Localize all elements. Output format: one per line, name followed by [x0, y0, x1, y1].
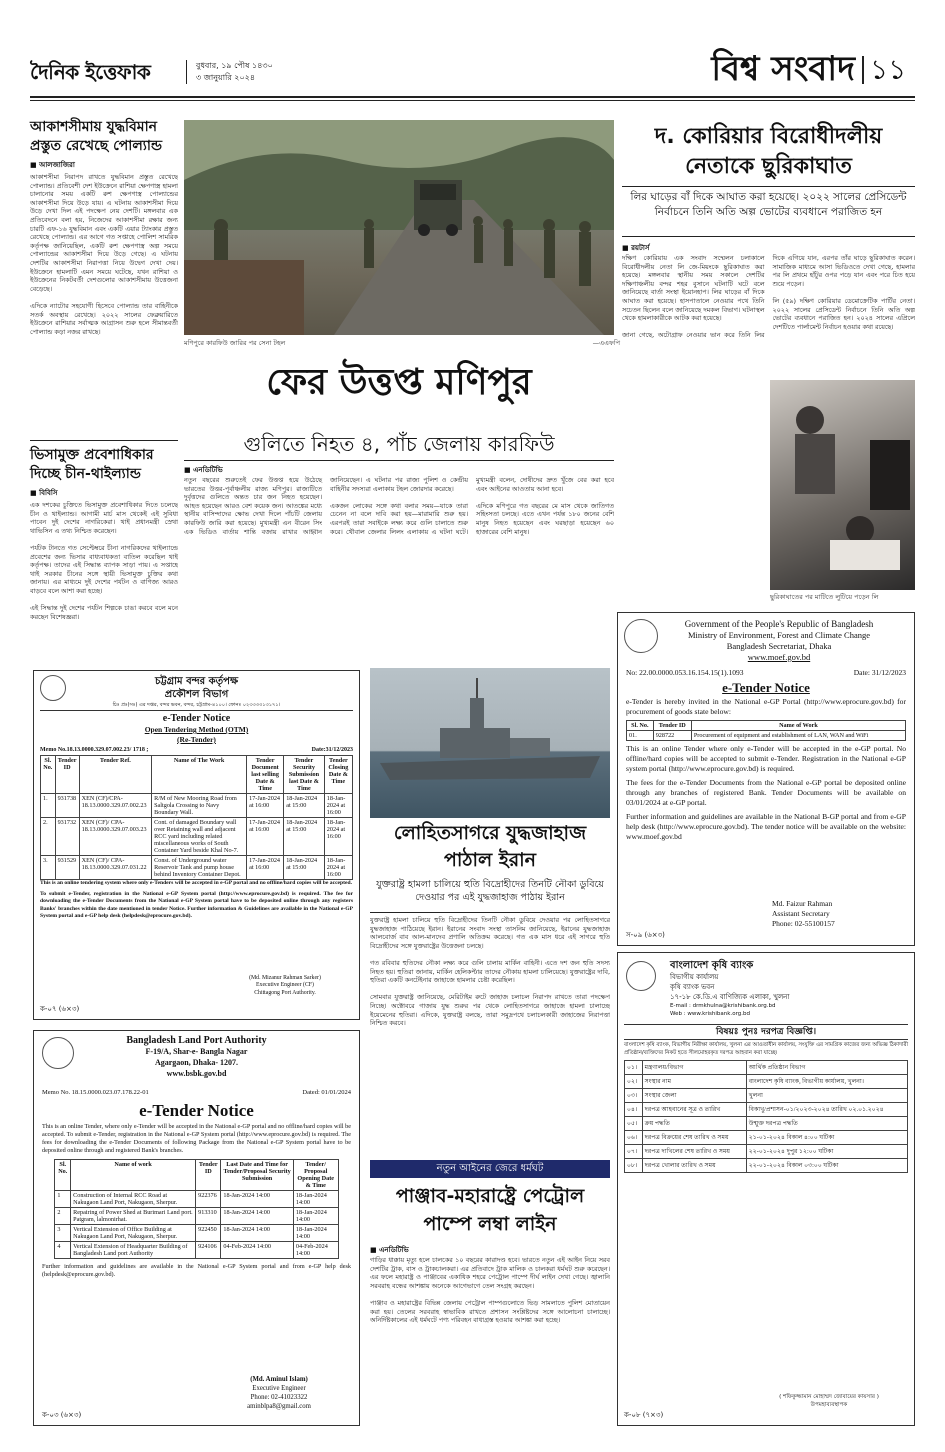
warship-illustration	[370, 668, 610, 818]
cell: 18-Jan-2024 14:00	[221, 1225, 293, 1242]
cell: 931732	[55, 818, 79, 856]
para-1: This is an online Tender, where only e-Tender will be accepted in the National e-GP portal and no offline/hard copies will be accepted. To submit e-Tender, registration in the National e-GP System portal (http://www.eprocure.gov.bd) is required. The fees for downloading the e-Tender Documents of following Package from the National e-GP System portal have to be deposited online through and registered Bank's branches.	[42, 1123, 351, 1154]
online-note: This is an online tendering system where only e-Tenders will be accepted in e-GP portal and no offline/hard copies will be accepted.	[40, 880, 353, 886]
signer-title: Assistant Secretary	[772, 909, 830, 918]
article-title: আকাশসীমায় যুদ্ধবিমান প্রস্তুত রেখেছে পোল্যান্ড	[30, 119, 163, 154]
col-header: Tender Security Submission last Date & Time	[284, 756, 325, 794]
photo-caption: মণিপুরে কারফিউ জারির পর সেনা টহল	[184, 339, 286, 347]
table-row	[41, 794, 353, 818]
byline-text: বিবিসি	[39, 489, 58, 497]
cell: ০৬।	[625, 1131, 643, 1145]
secretariat: Bangladesh Secretariat, Dhaka	[726, 641, 832, 651]
cell: Procurement of equipment and establishment of LAN, WAN and WiFi	[691, 731, 905, 741]
cell: বিকাখু/প্রশাসন-০১/২০২৩-২০২৪ তারিখ ০২.০১.২০২৪	[746, 1103, 907, 1117]
signer-phone: Phone: 02-55100157	[772, 919, 835, 928]
cell: 922450	[196, 1225, 221, 1242]
iran-ship-photo	[370, 668, 610, 818]
cell: 17-Jan-2024 at 16:00	[247, 856, 284, 880]
manipur-subtitle: গুলিতে নিহত ৪, পাঁচ জেলায় কারফিউ	[243, 432, 555, 456]
article-deck: লির ঘাড়ের বাঁ দিকে আঘাত করা হয়েছে। ২০২২ সালের প্রেসিডেন্ট নির্বাচনে তিনি অতি অল্প ভোটের ব্যবধানে পরাজিত হন	[630, 191, 907, 218]
manipur-photo	[184, 120, 614, 335]
table-row	[55, 1208, 338, 1225]
article-body-narrow	[622, 380, 764, 590]
cell: ২২-০১-২০২৪ দুপুর ১২:০০ ঘটিকা	[746, 1145, 907, 1159]
cell: ০৪।	[625, 1103, 643, 1117]
article-body: নতুন বছরের শুরুতেই ফের উত্তপ্ত হয়ে উঠেছে ভারতের উত্তর-পূর্বাঞ্চলীয় রাজ্য মণিপুর। রাজ্যটিতে দুর্বৃত্তদের গুলিতে অন্তত চার জন নিহত হয়েছেন। আহত হয়েছেন আরও বেশ কয়েক জন। আতঙ্কের মধ্যে স্থানীয় বাসিন্দাদের ক্ষোভ দেখা দিলে পাঁচটি জেলায় কারফিউ জারি করা হয়েছে। মুখ্যমন্ত্রী এন বীরেন সিং এক ভিডিও বার্তায় শান্তি বজায় রাখার আহ্বান জানিয়েছেন। এ ঘটনার পর রাজ্য পুলিশ ও কেন্দ্রীয় বাহিনীর সদস্যরা এলাকায় টহল জোরদার করেছে। একজন লোকের সঙ্গে কথা বলার সময়—যাকে তারা চেনেন না বলে দাবি করা হয়—মারামারি শুরু হয়। এরপরই তারা সবাইকে লক্ষ্য করে গুলি চালাতে শুরু করে। থৌবাল জেলার লিলং এলাকায় এ ঘটনা ঘটে। মুখ্যমন্ত্রী বলেন, দোষীদের দ্রুত খুঁজে বের করা হবে এবং আইনের আওতায় আনা হবে। এদিকে মণিপুরে গত বছরের মে মাস থেকে জাতিগত সহিংসতা চলছে। এতে এখন পর্যন্ত ১৮০ জনের বেশি মানুষ নিহত হয়েছেন এবং ঘরছাড়া হয়েছেন ৬০ হাজারের বেশি মানুষ।	[184, 476, 614, 536]
cell: দরপত্র আহবানের সূত্র ও তারিখ	[642, 1103, 746, 1117]
cell: Construction of Internal RCC Road at Nakugaon Land Port, Nakugaon, Sherpur.	[71, 1191, 196, 1208]
cell: R/M of New Mooring Road from Saltgola Crossing to Navy Boundary Wall.	[152, 794, 247, 818]
table-row	[625, 1089, 908, 1103]
article-poland	[30, 118, 178, 436]
notice-title: e-Tender Notice	[162, 713, 231, 724]
para-1: e-Tender is hereby invited in the National e-GP Portal (http://www.eprocure.gov.bd) for procurement of goods state below:	[626, 697, 906, 716]
address: ১৭-১৮ কে.ডি.এ বাণিজ্যিক এলাকা, খুলনা	[670, 993, 790, 1001]
cell: উন্মুক্ত দরপত্র পদ্ধতি	[746, 1117, 907, 1131]
website-link[interactable]: Web : www.krishibank.org.bd	[670, 1011, 750, 1017]
cell: 931738	[55, 794, 79, 818]
cell: 931529	[55, 856, 79, 880]
cell: XEN (CF)/ CPA-18.13.0000.329.07.003.23	[79, 818, 151, 856]
table-row	[55, 1225, 338, 1242]
iran-deck: যুক্তরাষ্ট্র হামলা চালিয়ে হুতি বিদ্রোহীদের তিনটি নৌকা ডুবিয়ে দেওয়ার পর এই যুদ্ধজাহাজ পাঠায় ইরান	[376, 879, 604, 903]
photo-caption: ছুরিকাঘাতের পর মাটিতে লুটিয়ে পড়েন লি	[770, 593, 879, 601]
photo-credit: —এএফপি	[592, 339, 620, 347]
signature-block	[754, 1393, 904, 1409]
addr-line-1: F-19/A, Shar-e- Bangla Nagar	[145, 1047, 248, 1056]
ctg-logo-icon	[40, 675, 66, 701]
website-link[interactable]: www.bsbk.gov.bd	[166, 1069, 227, 1078]
bhaban-name: কৃষি ব্যাংক ভবন	[670, 983, 715, 991]
col-header: Last Date and Time for Tender/Proposal Security Submission	[221, 1160, 293, 1191]
col-header: Name of The Work	[152, 756, 247, 794]
punjab-title: পাঞ্জাব-মহারাষ্ট্রে পেট্রোল পাম্পে লম্বা লাইন	[395, 1185, 585, 1235]
cell: 1.	[41, 794, 56, 818]
cell: 18-Jan-2024 14:00	[293, 1191, 338, 1208]
memo-no: Memo No.18.13.0000.329.07.002.23/ 1718 ;	[40, 747, 149, 753]
table-row	[625, 1061, 908, 1075]
section-title: বিশ্ব সংবাদ	[711, 49, 855, 89]
cell: ০৫।	[625, 1117, 643, 1131]
col-header: Sl. No.	[41, 756, 56, 794]
cell: 924106	[196, 1242, 221, 1259]
signer-name: (Md. Aminul Islam)	[250, 1376, 308, 1383]
cell: 01.	[627, 731, 654, 741]
signer-phone: Phone: 02-41023322	[250, 1394, 308, 1401]
cell: Const. of Underground water Reservoir Tank and pump house behind Inventory Container Depot.	[152, 856, 247, 880]
cell: 18-Jan-2024 at 15:00	[284, 794, 325, 818]
ad-code: ক-০৮ (৭×৩)	[624, 1411, 664, 1419]
byline: ■ এনডিটিভি	[370, 1246, 409, 1254]
addr-line-2: Agargaon, Dhaka- 1207.	[154, 1058, 239, 1067]
signature-block	[219, 1375, 339, 1411]
table-row	[41, 856, 353, 880]
cell: Cont. of damaged Boundary wall over Retaining wall and adjacent RCC yard including related miscellaneous works of South Container Yard beside Khal No-7.	[152, 818, 247, 856]
org-name: বাংলাদেশ কৃষি ব্যাংক	[670, 960, 754, 971]
cell: আর্থিক প্রতিষ্ঠান বিভাগ	[746, 1061, 907, 1075]
cell: ০২।	[625, 1075, 643, 1089]
table-row	[625, 1117, 908, 1131]
email: E-mail : drmkhulna@krishibank.org.bd	[670, 1003, 776, 1009]
manipur-article	[184, 464, 614, 676]
table-row	[625, 1145, 908, 1159]
table-row	[55, 1242, 338, 1259]
logo-text: দৈনিক ইত্তেফাক	[30, 60, 151, 84]
cell: 18-Jan-2024 at 15:00	[284, 856, 325, 880]
notice-title: বিষয়ঃ পুনঃ দরপত্র বিজ্ঞপ্তি।	[624, 1024, 908, 1040]
iran-title: লোহিতসাগরে যুদ্ধজাহাজ পাঠাল ইরান	[393, 822, 587, 871]
cell: সংস্থার নাম	[642, 1075, 746, 1089]
cell: 2	[55, 1208, 71, 1225]
cell: 18-Jan-2024 at 16:00	[324, 818, 352, 856]
page-number: ১১	[870, 53, 907, 86]
table-header-row	[627, 721, 906, 731]
dept-name: প্রকৌশল বিভাগ	[164, 689, 229, 700]
signature-block	[225, 975, 345, 998]
col-header: Tender ID	[55, 756, 79, 794]
article-body: দক্ষিণ কোরিয়ায় এক সংবাদ সম্মেলন চলাকালে বিরোধীদলীয় নেতা লি জে-মিয়ংকে ছুরিকাঘাত করা হয়েছে। মঙ্গলবার স্থানীয় সময় সকালে দেশটির দক্ষিণাঞ্চলীয় বন্দর শহর বুসানে ঘটনাটি ঘটে বলে জানিয়েছে বার্তা সংস্থা ইয়োনহাপ। লির ঘাড়ের বাঁ দিকে আঘাত করা হয়েছে। হাসপাতালে নেওয়ার পথে তিনি সচেতন ছিলেন বলে জানিয়েছে দমকল বিভাগ। ঘটনাস্থল থেকে হামলাকারীকে আটক করা হয়েছে। জানা গেছে, অটোগ্রাফ নেওয়ার ভান করে তিনি লির দিকে এগিয়ে যান, এরপর তাঁর ঘাড়ে ছুরিকাঘাত করেন। সামাজিক মাধ্যমে আসা ভিডিওতে দেখা গেছে, হামলার পর লি প্রথমে হাঁটুর ওপর পড়ে যান এবং পরে চিত হয়ে শুয়ে পড়েন। লি (৫৯) দক্ষিণ কোরিয়ার ডেমোক্রেটিক পার্টির নেতা। ২০২২ সালের প্রেসিডেন্ট নির্বাচনে তিনি অতি অল্প ভোটের ব্যবধানে পরাজিত হন। ২০২৪ সালের এপ্রিলে দেশটিতে পার্লামেন্ট নির্বাচন হওয়ার কথা রয়েছে।	[622, 254, 915, 340]
col-header: Tender Closing Date & Time	[324, 756, 352, 794]
ad-code: স-০৯ (৬×৩)	[626, 931, 665, 939]
moef-tender	[617, 612, 915, 946]
cell: Repairing of Power Shed at Burimari Land port. Patgram, lalmonirhat.	[71, 1208, 196, 1225]
moef-tender-table	[626, 720, 906, 741]
ministry-name: Ministry of Environment, Forest and Climate Change	[687, 630, 870, 640]
landport-tender	[33, 1030, 360, 1426]
footer-text: To submit e-Tender, registration in the National e-GP System portal (http://www.eprocure.gov.bd) is required. The fee for downloading the e-Tender Documents from the National e-GP System portal have to be deposited online through any registers Banks' branches within the date mentioned in tender Notice. Further information & Guidelines are available in the National e-GP System portal and e-GP help desk (helpdesk@eprocure.gov.bd).	[40, 890, 353, 919]
para-2: Further information and guidelines are available in the National e-GP System portal and from e-GP help desk (helpdesk@eprocure.gov.bd).	[42, 1263, 351, 1278]
table-row	[625, 1103, 908, 1117]
cell: ২২-০১-২০২৪ বিকাল ০৩:০০ ঘটিকা	[746, 1159, 907, 1173]
para-2: This is an online Tender where only e-Tender will be accepted in the e-GP portal. No offline/hard copies will be accepted to submit e-Tender. Registration in the National e-GP system portal (http://www.eprocure.gov.bd) is required.	[626, 744, 906, 773]
cell: 18-Jan-2024 14:00	[293, 1225, 338, 1242]
cell: দরপত্র দাখিলের শেষ তারিখ ও সময়	[642, 1145, 746, 1159]
krishi-bank-tender	[617, 952, 915, 1426]
cell: 913310	[196, 1208, 221, 1225]
cell: ২১-০১-২০২৪ বিকাল ৪:০০ ঘটিকা	[746, 1131, 907, 1145]
article-korea	[622, 118, 915, 601]
soldiers-road-illustration	[184, 120, 614, 335]
org-name: চট্টগ্রাম বন্দর কর্তৃপক্ষ	[154, 676, 239, 687]
cell: 3	[55, 1225, 71, 1242]
cell: ০১।	[625, 1061, 643, 1075]
cell: বাংলাদেশ কৃষি ব্যাংক, বিভাগীয় কার্যালয়, খুলনা।	[746, 1075, 907, 1089]
cell: 17-Jan-2024 at 16:00	[247, 794, 284, 818]
memo-no: No: 22.00.0000.053.16.154.15(1).1093	[626, 668, 744, 677]
cell: 18-Jan-2024 14:00	[221, 1208, 293, 1225]
table-row	[625, 1131, 908, 1145]
cell: 922376	[196, 1191, 221, 1208]
dept-name: বিভাগীয় কার্যালয়	[670, 973, 719, 981]
landport-logo-icon	[42, 1037, 74, 1069]
signer-title: Executive Engineer	[252, 1385, 306, 1392]
cell: ০৮।	[625, 1159, 643, 1173]
notice-title: e-Tender Notice	[722, 680, 810, 695]
byline-text: এনডিটিভি	[379, 1246, 409, 1254]
ctg-tender-table	[40, 755, 353, 880]
table-row	[625, 1159, 908, 1173]
byline-text: এনডিটিভি	[193, 466, 223, 474]
date-bangla: বুধবার, ১৯ পৌষ ১৪৩০	[196, 61, 273, 70]
cell: 3.	[41, 856, 56, 880]
iran-body: যুক্তরাষ্ট্র হামলা চালিয়ে হুতি বিদ্রোহীদের তিনটি নৌকা ডুবিয়ে দেওয়ার পর লোহিতসাগরে যুদ্ধজাহাজ পাঠিয়েছে ইরান। ইরানের সংবাদ সংস্থা তাসনিম জানিয়েছে, ইরানের যুদ্ধজাহাজ আলবোর্জ বাব আল-মানদেব প্রণালি অতিক্রম করেছে। গত এক মাস ধরে এই সাগরে হুতি বিদ্রোহীদের সঙ্গে যুক্তরাষ্ট্রের উত্তেজনা চলছে। গত রবিবার হুতিদের নৌকা লক্ষ্য করে গুলি চালায় মার্কিন বাহিনী। এতে দশ জন হুতি সদস্য নিহত হয়। হুতিরা জানায়, মার্কিন হেলিকপ্টার তাদের নৌকায় হামলা চালিয়েছে। যুক্তরাষ্ট্রের দাবি, হুতিরা একটি কনটেইনার জাহাজে হামলার চেষ্টা করেছিল। সোমবার যুক্তরাষ্ট্র জানিয়েছে, মেরিটাইম রুটে জাহাজ চলাচল নিরাপদ রাখতে তারা পদক্ষেপ নিচ্ছে। অক্টোবরে গাজায় যুদ্ধ শুরুর পর থেকে লোহিতসাগরে জাহাজে হামলা চালাচ্ছে ইয়েমেনের হুতিরা। এদিকে, যুক্তরাষ্ট্র বলছে, তারা সমুদ্রপথে চলাচলকারী জাহাজের নিরাপত্তা নিশ্চিত করবে।	[370, 916, 610, 1028]
article-thailand	[30, 446, 178, 676]
signer-title: উপমহাব্যবস্থাপক	[810, 1402, 848, 1408]
notice-title: e-Tender Notice	[139, 1101, 254, 1120]
cell: Vertical Extension of Office Building at Nakugaon Land Port, Nakugaon, Sherpur.	[71, 1225, 196, 1242]
table-header-row	[55, 1160, 338, 1191]
cell: 1	[55, 1191, 71, 1208]
cell: দরপত্র বিক্রয়ের শেষ তারিখ ও সময়	[642, 1131, 746, 1145]
cell: 18-Jan-2024 14:00	[221, 1191, 293, 1208]
col-header: Sl. No.	[627, 721, 654, 731]
cell: 04-Feb-2024 14:00	[293, 1242, 338, 1259]
article-title: দ. কোরিয়ার বিরোধীদলীয় নেতাকে ছুরিকাঘাত	[654, 124, 883, 179]
newspaper-logo	[30, 58, 180, 86]
signer-title: Executive Engineer (CF)	[256, 982, 314, 988]
col-header: Tender Ref.	[79, 756, 151, 794]
article-body: আকাশসীমা নিরাপদ রাখতে যুদ্ধবিমান প্রস্তুত রেখেছে পোল্যান্ড। প্রতিবেশী দেশ ইউক্রেনে রাশিয়া ক্ষেপণাস্ত্র হামলা চালানোর সময় একটি রুশ ক্ষেপণাস্ত্র পোল্যান্ডের আকাশসীমা দিয়ে উড়ে যায়। এ ঘটনায় আকাশসীমা দিয়ে উড়ে দেখা দিল এই পদক্ষেপ নেয় দেশটি। মঙ্গলবার এক প্রতিবেদনে বলা হয়, নিজেদের আকাশসীমা রক্ষার জন্য চারটি এফ-১৬ যুদ্ধবিমান এবং একটি এয়ার ট্যাংকার প্রস্তুত রেখেছে পোল্যান্ড। এর আগে গত সপ্তাহে পোলিশ সামরিক কর্তৃপক্ষ জানিয়েছিল, একটি রুশ ক্ষেপণাস্ত্র অল্প সময়ে পোল্যান্ডের আকাশসীমা দিয়ে উড়ে গেছে। এ ঘটনায় দেশটির আকাশসীমা নিরাপত্তা নিয়ে উদ্বেগ দেখা দেয়। ইউক্রেনে হামলাটি এমন সময়ে ঘটেছে, যখন রাশিয়া ও ইউক্রেনের নিকটবর্তী দেশগুলোর আকাশসীমায় উত্তেজনা বেড়েছে। এদিকে ন্যাটোর সহযোগী হিসেবে পোল্যান্ড তার বাহিনীকে সতর্ক অবস্থায় রেখেছে। ২০২২ সালের ফেব্রুয়ারিতে ইউক্রেনে রাশিয়ার সর্বাত্মক আগ্রাসন শুরু হলে সীমান্তবর্তী পোল্যান্ড কড়া নজর রাখছে।	[30, 173, 178, 336]
stabbing-scene-illustration	[770, 380, 915, 590]
cell: 928722	[653, 731, 691, 741]
cell: মন্ত্রণালয়/বিভাগ	[642, 1061, 746, 1075]
article-body: গাড়ির ধাক্কায় মৃত্যু হলে চালকের ১০ বছরের কারাদণ্ড হবে। ভারতে নতুন এই আইন নিয়ে সরব দেশটির ট্রাক, বাস ও ট্রাকচালকরা। এর প্রতিবাদে ট্রাক মালিক ও চালকরা ধর্মঘট শুরু করেছেন। এর ফলে মহারাষ্ট্র ও পাঞ্জাবের একাধিক শহরে পেট্রোল পাম্পে দীর্ঘ লাইন দেখা গেছে। জ্বালানি সরবরাহ বন্ধের আশঙ্কায় অনেকে আগেভাগে তেল সংগ্রহ করছেন। পাঞ্জাব ও মহারাষ্ট্রের বিভিন্ন জেলায় পেট্রোল পাম্পগুলোতে ভিড় সামলাতে পুলিশ মোতায়েন করা হয়। তেলের সরবরাহ স্বাভাবিক রাখতে প্রশাসন সংশ্লিষ্টদের সঙ্গে আলোচনা চালাচ্ছে। অনির্দিষ্টকালের এই ধর্মঘটে পণ্য পরিবহন বাধাগ্রস্ত হওয়ার আশঙ্কা করা হচ্ছে।	[370, 1256, 610, 1325]
signer-name: ( শফিকুজ্জামান মোহাম্মদ জোবায়ের কায়সার )	[779, 1394, 879, 1400]
cell: ক্রয় পদ্ধতি	[642, 1117, 746, 1131]
col-header: Sl. No.	[55, 1160, 71, 1191]
article-title: ভিসামুক্ত প্রবেশাধিকার দিচ্ছে চীন-থাইল্যান্ড	[30, 447, 154, 482]
org-name: Bangladesh Land Port Authority	[126, 1035, 267, 1046]
bank-logo-icon	[626, 961, 656, 991]
signer-name: Md. Faizur Rahman	[772, 899, 833, 908]
punjab-kicker: নতুন আইনের জেরে ধর্মঘট	[370, 1160, 610, 1178]
memo-no: Memo No. 18.15.0000.023.07.178.22-01	[42, 1089, 149, 1096]
memo-date: Date:31/12/2023	[311, 747, 353, 753]
byline: ■ আলজাজিরা	[30, 161, 75, 169]
signer-name: (Md. Mizanur Rahman Sarker)	[249, 974, 321, 981]
cell: ০৭।	[625, 1145, 643, 1159]
cell: 18-Jan-2024 14:00	[293, 1208, 338, 1225]
memo-date: Date: 31/12/2023	[853, 668, 906, 677]
cell: সংস্থার জেলা	[642, 1089, 746, 1103]
col-header: Tender/ Proposal Opening Date & Time	[293, 1160, 338, 1191]
byline: ■ রয়টার্স	[622, 244, 650, 252]
cell: 18-Jan-2024 at 15:00	[284, 818, 325, 856]
para-3: The fees for the e-Tender Documents from the National e-GP portal be deposited online through any branches of registered Bank. Tender Documents will be available on 03/01/2024 at e-GP portal.	[626, 778, 906, 807]
address: চিঃ প্রঃ(সঃ) এর দপ্তর, বন্দর ভবন, বন্দর, চট্টগ্রাম-৪১০০। ফোনঃ ০২৩৩৩৩১৩১৭১।	[40, 701, 353, 711]
col-header: Name of work	[71, 1160, 196, 1191]
korea-photo	[770, 380, 915, 590]
article-body: এক দশকের চুক্তিতে ভিসামুক্ত প্রবেশাধিকার দিতে চলেছে চীন ও থাইল্যান্ড। আগামী মার্চ মাস থেকেই এই সুবিধা পাবেন দুই দেশের নাগরিকেরা। থাই প্রধানমন্ত্রী স্রেথা থাভিসিন এ তথ্য নিশ্চিত করেছেন। পর্যটক টানতে গত সেপ্টেম্বরে চীনা নাগরিকদের থাইল্যান্ডে প্রবেশের জন্য ভিসার বাধ্যবাধকতা বাতিল করেছিল থাই কর্তৃপক্ষ। তাদের এই সিদ্ধান্ত ব্যাপক সাড়া পায়। এ সপ্তাহে থাই সরকার চীনের সঙ্গে স্থায়ী ভিসামুক্ত চুক্তির কথা জানায়। এর মাধ্যমে দুই দেশের পর্যটন ও বাণিজ্য আরও বাড়বে বলে আশা করা হচ্ছে। এই সিদ্ধান্ত দুই দেশের পর্যটন শিল্পকে চাঙা করবে বলে মনে করছেন বিশেষজ্ঞরা।	[30, 501, 178, 621]
manipur-title: ফের উত্তপ্ত মণিপুর	[266, 362, 532, 403]
govt-emblem-icon	[624, 619, 658, 653]
gov-name: Government of the People's Republic of Bangladesh	[684, 619, 874, 629]
cell: XEN (CF)/ CPA-18.13.0000.329.07.031.22	[79, 856, 151, 880]
table-header-row	[41, 756, 353, 794]
signer-email: aminblpa8@gmail.com	[247, 1403, 311, 1410]
col-header: Tender ID	[653, 721, 691, 731]
intro-text: বাংলাদেশ কৃষি ব্যাংক, বিভাগীয় নিরীক্ষা কার্যালয়, খুলনা এর আওতাধীন কার্যালয়, সংযুক্তি এর সামগ্রিক কাজের জন্য অভিজ্ঞ ঠিকাদারী প্রতিষ্ঠান/ব্যক্তিদের নিকট হতে সীলমোহরকৃত দরপত্র আহবান করা যাচ্ছে।	[624, 1042, 908, 1056]
cell: XEN (CF)/CPA-18.13.0000.329.07.002.23	[79, 794, 151, 818]
cell: 18-Jan-2024 at 16:00	[324, 856, 352, 880]
cell: 04-Feb-2024 14:00	[221, 1242, 293, 1259]
memo-date: Dated: 01/01/2024	[302, 1089, 351, 1096]
cell: ০৩।	[625, 1089, 643, 1103]
table-row	[41, 818, 353, 856]
signer-org: Chittagong Port Authority.	[254, 989, 316, 996]
col-header: Name of Work	[691, 721, 905, 731]
cell: খুলনা	[746, 1089, 907, 1103]
byline-text: আলজাজিরা	[39, 161, 75, 169]
website-link[interactable]: www.moef.gov.bd	[747, 652, 811, 662]
cell: দরপত্র খোলার তারিখ ও সময়	[642, 1159, 746, 1173]
para-4: Further information and guidelines are available in the National B-GP portal and from e-GP help desk (http://www.eprocure.gov.bd). The tender notice will be available on the website: www.moef.gov.bd	[626, 812, 906, 841]
cell: 2.	[41, 818, 56, 856]
krishi-tender-table	[624, 1060, 908, 1173]
table-row	[55, 1191, 338, 1208]
cell: 18-Jan-2024 at 16:00	[324, 794, 352, 818]
byline: ■ এনডিটিভি	[184, 466, 223, 474]
masthead	[0, 0, 945, 112]
cell: 4	[55, 1242, 71, 1259]
col-header: Tender Document last selling Date & Time	[247, 756, 284, 794]
cell: Vertical Extension of Headquarter Building of Bangladesh Land port Authority	[71, 1242, 196, 1259]
table-row	[625, 1075, 908, 1089]
ctg-port-tender	[33, 670, 360, 1020]
table-row	[627, 731, 906, 741]
byline-text: রয়টার্স	[631, 244, 650, 252]
byline: ■ বিবিসি	[30, 489, 58, 497]
landport-tender-table	[54, 1159, 338, 1259]
ad-code: ক-০৭ (৬×৩)	[40, 1005, 80, 1013]
col-header: Tender ID	[196, 1160, 221, 1191]
cell: 17-Jan-2024 at 16:00	[247, 818, 284, 856]
notice-method: Open Tendering Method (OTM)	[144, 725, 249, 734]
ad-code: ক-০৩ (৬×৩)	[42, 1411, 82, 1419]
notice-retender: (Re-Tender)	[177, 735, 216, 744]
punjab-article	[370, 1244, 610, 1422]
signature-block	[772, 899, 902, 929]
date-english: ৩ জানুয়ারি ২০২৪	[196, 73, 256, 82]
